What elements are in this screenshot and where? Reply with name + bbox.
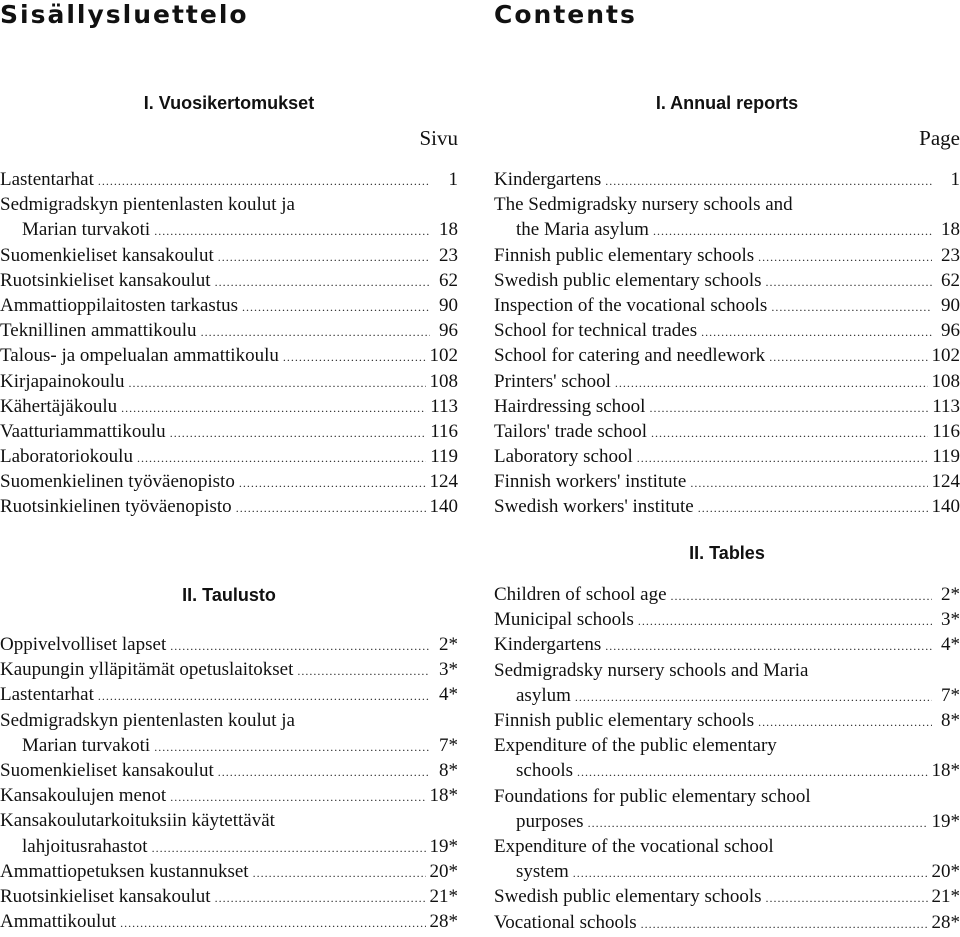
toc-entry-label: Tailors' trade school	[494, 420, 647, 442]
toc-page-number: 23	[439, 244, 458, 266]
toc-entry-line	[0, 494, 458, 519]
toc-entry	[0, 783, 458, 808]
dot-leader	[253, 861, 426, 886]
toc-entry-line	[494, 369, 960, 394]
toc-entry	[0, 394, 458, 419]
toc-entry-line	[494, 394, 960, 419]
toc-entry-line	[494, 217, 960, 242]
dot-leader	[242, 295, 430, 320]
toc-entry-line	[494, 469, 960, 494]
toc-entry	[0, 243, 458, 268]
toc-page-number: 116	[430, 420, 458, 442]
toc-entry-label: Kirjapainokoulu	[0, 370, 125, 392]
dot-leader	[137, 446, 426, 471]
toc-entry	[494, 469, 960, 494]
toc-entry	[0, 682, 458, 707]
toc-entry	[0, 369, 458, 394]
toc-page-number: 23	[941, 244, 960, 266]
toc-entry	[494, 243, 960, 268]
toc-page-number: 140	[931, 496, 960, 518]
toc-entry	[0, 419, 458, 444]
toc-entry-label: Suomenkieliset kansakoulut	[0, 759, 214, 781]
toc-entry-label-continued: Marian turvakoti	[22, 219, 151, 241]
toc-entry-line	[494, 809, 960, 834]
dot-leader	[575, 685, 932, 710]
toc-entry	[494, 394, 960, 419]
toc-page-number: 21*	[429, 885, 458, 907]
toc-entry	[494, 708, 960, 733]
toc-entry-label: Children of school age	[494, 584, 667, 605]
toc-entry	[0, 632, 458, 657]
toc-entry	[0, 167, 458, 192]
toc-page-number: 90	[439, 294, 458, 316]
toc-page-number: 113	[430, 395, 458, 417]
toc-entry-label: Ruotsinkieliset kansakoulut	[0, 885, 211, 907]
toc-entry	[0, 808, 458, 858]
toc-entry-line	[0, 419, 458, 444]
toc-entry	[494, 834, 960, 884]
toc-entry-label: Ruotsinkieliset kansakoulut	[0, 269, 211, 291]
toc-entry-label: Suomenkieliset kansakoulut	[0, 244, 214, 266]
dot-leader	[218, 760, 430, 785]
dot-leader	[573, 861, 928, 886]
toc-entry	[494, 268, 960, 293]
dot-leader	[201, 320, 430, 345]
dot-leader	[218, 245, 430, 270]
toc-page-number: 62	[439, 269, 458, 291]
dot-leader	[637, 446, 928, 471]
toc-entry	[494, 733, 960, 783]
toc-entry-line	[494, 318, 960, 343]
section-title-tables-en: II. Tables	[689, 543, 765, 563]
toc-page-number: 18	[439, 219, 458, 241]
toc-entry	[494, 369, 960, 394]
toc-entry-label: Foundations for public elementary school	[494, 785, 811, 807]
toc-entry-label: Laboratoriokoulu	[0, 446, 133, 468]
toc-entry	[494, 293, 960, 318]
toc-entry-line	[494, 683, 960, 708]
toc-entry	[494, 419, 960, 444]
toc-entry-line	[0, 217, 458, 242]
toc-entry	[494, 607, 960, 632]
toc-entry-line	[494, 293, 960, 318]
dot-leader	[605, 634, 932, 659]
toc-entry	[494, 192, 960, 242]
toc-entry	[0, 444, 458, 469]
toc-entry-line	[494, 859, 960, 884]
dot-leader	[758, 710, 932, 735]
toc-entry-label: Sedmigradsky nursery schools and Maria	[494, 659, 809, 681]
toc-entry-line	[494, 268, 960, 293]
dot-leader	[766, 270, 932, 295]
dot-leader	[771, 295, 932, 320]
dot-leader	[121, 396, 426, 421]
dot-leader	[236, 496, 426, 521]
toc-entry-label-continued: asylum	[516, 684, 571, 706]
toc-entry-line	[0, 268, 458, 293]
toc-entry-line	[0, 682, 458, 707]
toc-entry	[494, 658, 960, 708]
toc-entry-label: Finnish public elementary schools	[494, 709, 755, 731]
dot-leader	[297, 659, 430, 684]
toc-page-number: 4*	[439, 684, 458, 706]
toc-entry-line	[0, 632, 458, 657]
toc-entry-label: Laboratory school	[494, 446, 633, 468]
toc-page-number: 8*	[439, 759, 458, 781]
toc-entry-label: Sedmigradskyn pientenlasten koulut ja	[0, 194, 295, 216]
toc-entry-label: Kindergartens	[494, 169, 602, 190]
toc-entry	[0, 192, 458, 242]
toc-page-number: 124	[429, 471, 458, 493]
dot-leader	[653, 219, 932, 244]
dot-leader	[152, 836, 426, 861]
toc-entry	[494, 444, 960, 469]
toc-entry-line	[0, 243, 458, 268]
dot-leader	[671, 584, 932, 609]
toc-entry-line	[494, 582, 960, 607]
toc-entry-label: Swedish public elementary schools	[494, 269, 762, 291]
toc-entry	[494, 884, 960, 909]
toc-entry	[494, 494, 960, 519]
toc-entry-line	[494, 758, 960, 783]
toc-entry-line	[0, 884, 458, 909]
toc-entry	[494, 582, 960, 607]
toc-entry-line	[494, 708, 960, 733]
section-title-annual-reports-fi: I. Vuosikertomukset	[143, 93, 315, 113]
toc-entry-label: Expenditure of the vocational school	[494, 835, 774, 857]
toc-page-number: 108	[931, 370, 960, 392]
toc-entry	[494, 784, 960, 834]
dot-leader	[649, 396, 928, 421]
toc-entry-label: Ammattiopetuksen kustannukset	[0, 860, 249, 882]
toc-page-number: 2*	[439, 634, 458, 655]
toc-page-number: 18*	[429, 785, 458, 807]
toc-entry	[0, 343, 458, 368]
toc-entry-label: Finnish workers' institute	[494, 471, 687, 493]
toc-entry-label: Inspection of the vocational schools	[494, 294, 768, 316]
dot-leader	[120, 911, 425, 936]
toc-entry-label: Suomenkielinen työväenopisto	[0, 471, 235, 493]
toc-page-number: 18*	[931, 760, 960, 782]
toc-list-reports-fi	[0, 167, 458, 520]
toc-page-number: 18	[941, 219, 960, 241]
toc-entry-label: Expenditure of the public elementary	[494, 735, 777, 757]
toc-entry-label-continued: purposes	[516, 810, 584, 832]
dot-leader	[154, 735, 430, 760]
toc-entry-label: Oppivelvolliset lapset	[0, 634, 167, 655]
toc-entry-label: Ruotsinkielinen työväenopisto	[0, 496, 232, 518]
toc-entry-label: School for catering and needlework	[494, 345, 766, 367]
page-column-header-fi: Sivu	[419, 126, 458, 150]
toc-page-number: 140	[429, 496, 458, 518]
toc-page-number: 96	[941, 320, 960, 342]
toc-entry-label-continued: lahjoitusrahastot	[22, 835, 148, 857]
dot-leader	[239, 471, 426, 496]
toc-page-number: 62	[941, 269, 960, 291]
page-title-english: Contents	[494, 0, 637, 29]
toc-page-number: 20*	[429, 860, 458, 882]
toc-page-number: 3*	[941, 609, 960, 631]
toc-entry-line	[0, 657, 458, 682]
dot-leader	[588, 811, 928, 836]
toc-page-number: 90	[941, 294, 960, 316]
toc-page-number: 19*	[429, 835, 458, 857]
toc-page-number: 4*	[941, 634, 960, 656]
toc-entry-label: Lastentarhat	[0, 684, 94, 706]
dot-leader	[283, 345, 426, 370]
toc-page-number: 7*	[941, 684, 960, 706]
toc-entry-line	[494, 884, 960, 909]
toc-entry-line	[494, 343, 960, 368]
dot-leader	[769, 345, 927, 370]
toc-page-number: 20*	[931, 861, 960, 883]
toc-entry-label: Kaupungin ylläpitämät opetuslaitokset	[0, 659, 294, 681]
dot-leader	[129, 371, 426, 396]
dot-leader	[577, 760, 928, 785]
toc-page-number: 116	[932, 420, 960, 442]
toc-entry-label: Talous- ja ompelualan ammattikoulu	[0, 345, 279, 367]
toc-entry-label-continued: system	[516, 861, 569, 883]
toc-entry-label: Swedish workers' institute	[494, 496, 694, 518]
toc-entry-label-continued: schools	[516, 760, 573, 782]
toc-entry	[0, 708, 458, 758]
toc-list-tables-fi	[0, 632, 458, 934]
dot-leader	[170, 634, 430, 659]
dot-leader	[701, 320, 932, 345]
toc-entry-line	[0, 733, 458, 758]
toc-entry-line	[0, 859, 458, 884]
dot-leader	[215, 270, 430, 295]
toc-entry	[494, 167, 960, 192]
toc-page-number: 113	[932, 395, 960, 417]
toc-page-number: 8*	[941, 709, 960, 731]
toc-entry	[0, 859, 458, 884]
toc-entry-label: Vaatturiammattikoulu	[0, 420, 166, 442]
toc-entry-line	[494, 243, 960, 268]
toc-entry-label: Printers' school	[494, 370, 611, 392]
toc-page-number: 124	[931, 471, 960, 493]
dot-leader	[170, 785, 425, 810]
toc-entry	[494, 632, 960, 657]
section-title-tables-fi: II. Taulusto	[182, 585, 276, 605]
toc-entry-line	[494, 494, 960, 519]
toc-entry-label: Municipal schools	[494, 609, 634, 631]
dot-leader	[651, 421, 928, 446]
dot-leader	[641, 912, 928, 937]
toc-page-number: 2*	[941, 584, 960, 605]
toc-page-number: 28*	[931, 911, 960, 933]
toc-entry-label: The Sedmigradsky nursery schools and	[494, 194, 793, 216]
dot-leader	[766, 886, 928, 911]
toc-entry-line	[0, 167, 458, 192]
toc-entry-line	[0, 293, 458, 318]
dot-leader	[615, 371, 928, 396]
dot-leader	[758, 245, 932, 270]
toc-entry-label: Ammattioppilaitosten tarkastus	[0, 294, 238, 316]
toc-page-number: 7*	[439, 734, 458, 756]
toc-page-number: 3*	[439, 659, 458, 681]
toc-entry	[0, 268, 458, 293]
dot-leader	[154, 219, 430, 244]
toc-entry-label: Ammattikoulut	[0, 911, 117, 933]
toc-entry-line	[0, 444, 458, 469]
toc-entry-label: Finnish public elementary schools	[494, 244, 755, 266]
toc-page-number: 102	[429, 345, 458, 367]
toc-entry	[0, 758, 458, 783]
toc-page-number: 21*	[931, 886, 960, 908]
toc-entry	[494, 318, 960, 343]
dot-leader	[98, 169, 430, 194]
toc-entry-label: Hairdressing school	[494, 395, 646, 417]
toc-entry	[0, 293, 458, 318]
toc-entry-line	[0, 758, 458, 783]
toc-page-number: 19*	[931, 810, 960, 832]
toc-entry-label-continued: Marian turvakoti	[22, 734, 151, 756]
toc-entry-line	[0, 469, 458, 494]
dot-leader	[98, 684, 430, 709]
toc-page-number: 108	[429, 370, 458, 392]
toc-entry-label: Lastentarhat	[0, 169, 94, 190]
dot-leader	[638, 609, 932, 634]
toc-entry-line	[494, 632, 960, 657]
toc-page-number: 119	[932, 446, 960, 468]
toc-entry-label-continued: the Maria asylum	[516, 219, 649, 241]
toc-list-tables-en	[494, 582, 960, 935]
toc-entry-label: Sedmigradskyn pientenlasten koulut ja	[0, 709, 295, 731]
toc-entry-label: Kindergartens	[494, 634, 602, 656]
dot-leader	[170, 421, 427, 446]
section-title-annual-reports-en: I. Annual reports	[655, 93, 799, 113]
toc-page-number: 28*	[429, 911, 458, 933]
toc-entry-line	[0, 369, 458, 394]
toc-list-reports-en	[494, 167, 960, 520]
toc-entry	[494, 343, 960, 368]
toc-entry	[0, 469, 458, 494]
toc-entry-label: Kansakoulujen menot	[0, 785, 167, 807]
dot-leader	[690, 471, 927, 496]
toc-page-number: 119	[430, 446, 458, 468]
toc-entry	[0, 909, 458, 934]
toc-entry-line	[494, 910, 960, 935]
toc-page-number: 102	[931, 345, 960, 367]
toc-entry-label: Kansakoulutarkoituksiin käytettävät	[0, 810, 275, 832]
toc-entry-label: Kähertäjäkoulu	[0, 395, 118, 417]
toc-page-number: 1	[950, 169, 960, 190]
toc-entry-label: School for technical trades	[494, 320, 698, 342]
toc-entry-label: Teknillinen ammattikoulu	[0, 320, 197, 342]
toc-page-number: 96	[439, 320, 458, 342]
toc-entry-line	[0, 343, 458, 368]
toc-entry-label: Swedish public elementary schools	[494, 886, 762, 908]
page-column-header-en: Page	[919, 126, 960, 150]
toc-entry-label: Vocational schools	[494, 911, 637, 933]
toc-entry-line	[0, 318, 458, 343]
toc-entry-line	[494, 167, 960, 192]
toc-entry-line	[0, 783, 458, 808]
dot-leader	[605, 169, 932, 194]
toc-entry-line	[494, 607, 960, 632]
toc-entry-line	[0, 909, 458, 934]
toc-entry	[0, 884, 458, 909]
toc-entry-line	[0, 834, 458, 859]
toc-entry	[0, 318, 458, 343]
toc-entry	[0, 494, 458, 519]
toc-entry-line	[0, 394, 458, 419]
dot-leader	[215, 886, 426, 911]
page-title-finnish: Sisällysluettelo	[0, 0, 249, 29]
toc-entry	[494, 910, 960, 935]
toc-entry-line	[494, 419, 960, 444]
toc-entry-line	[494, 444, 960, 469]
dot-leader	[698, 496, 928, 521]
toc-entry	[0, 657, 458, 682]
toc-page-number: 1	[448, 169, 458, 190]
